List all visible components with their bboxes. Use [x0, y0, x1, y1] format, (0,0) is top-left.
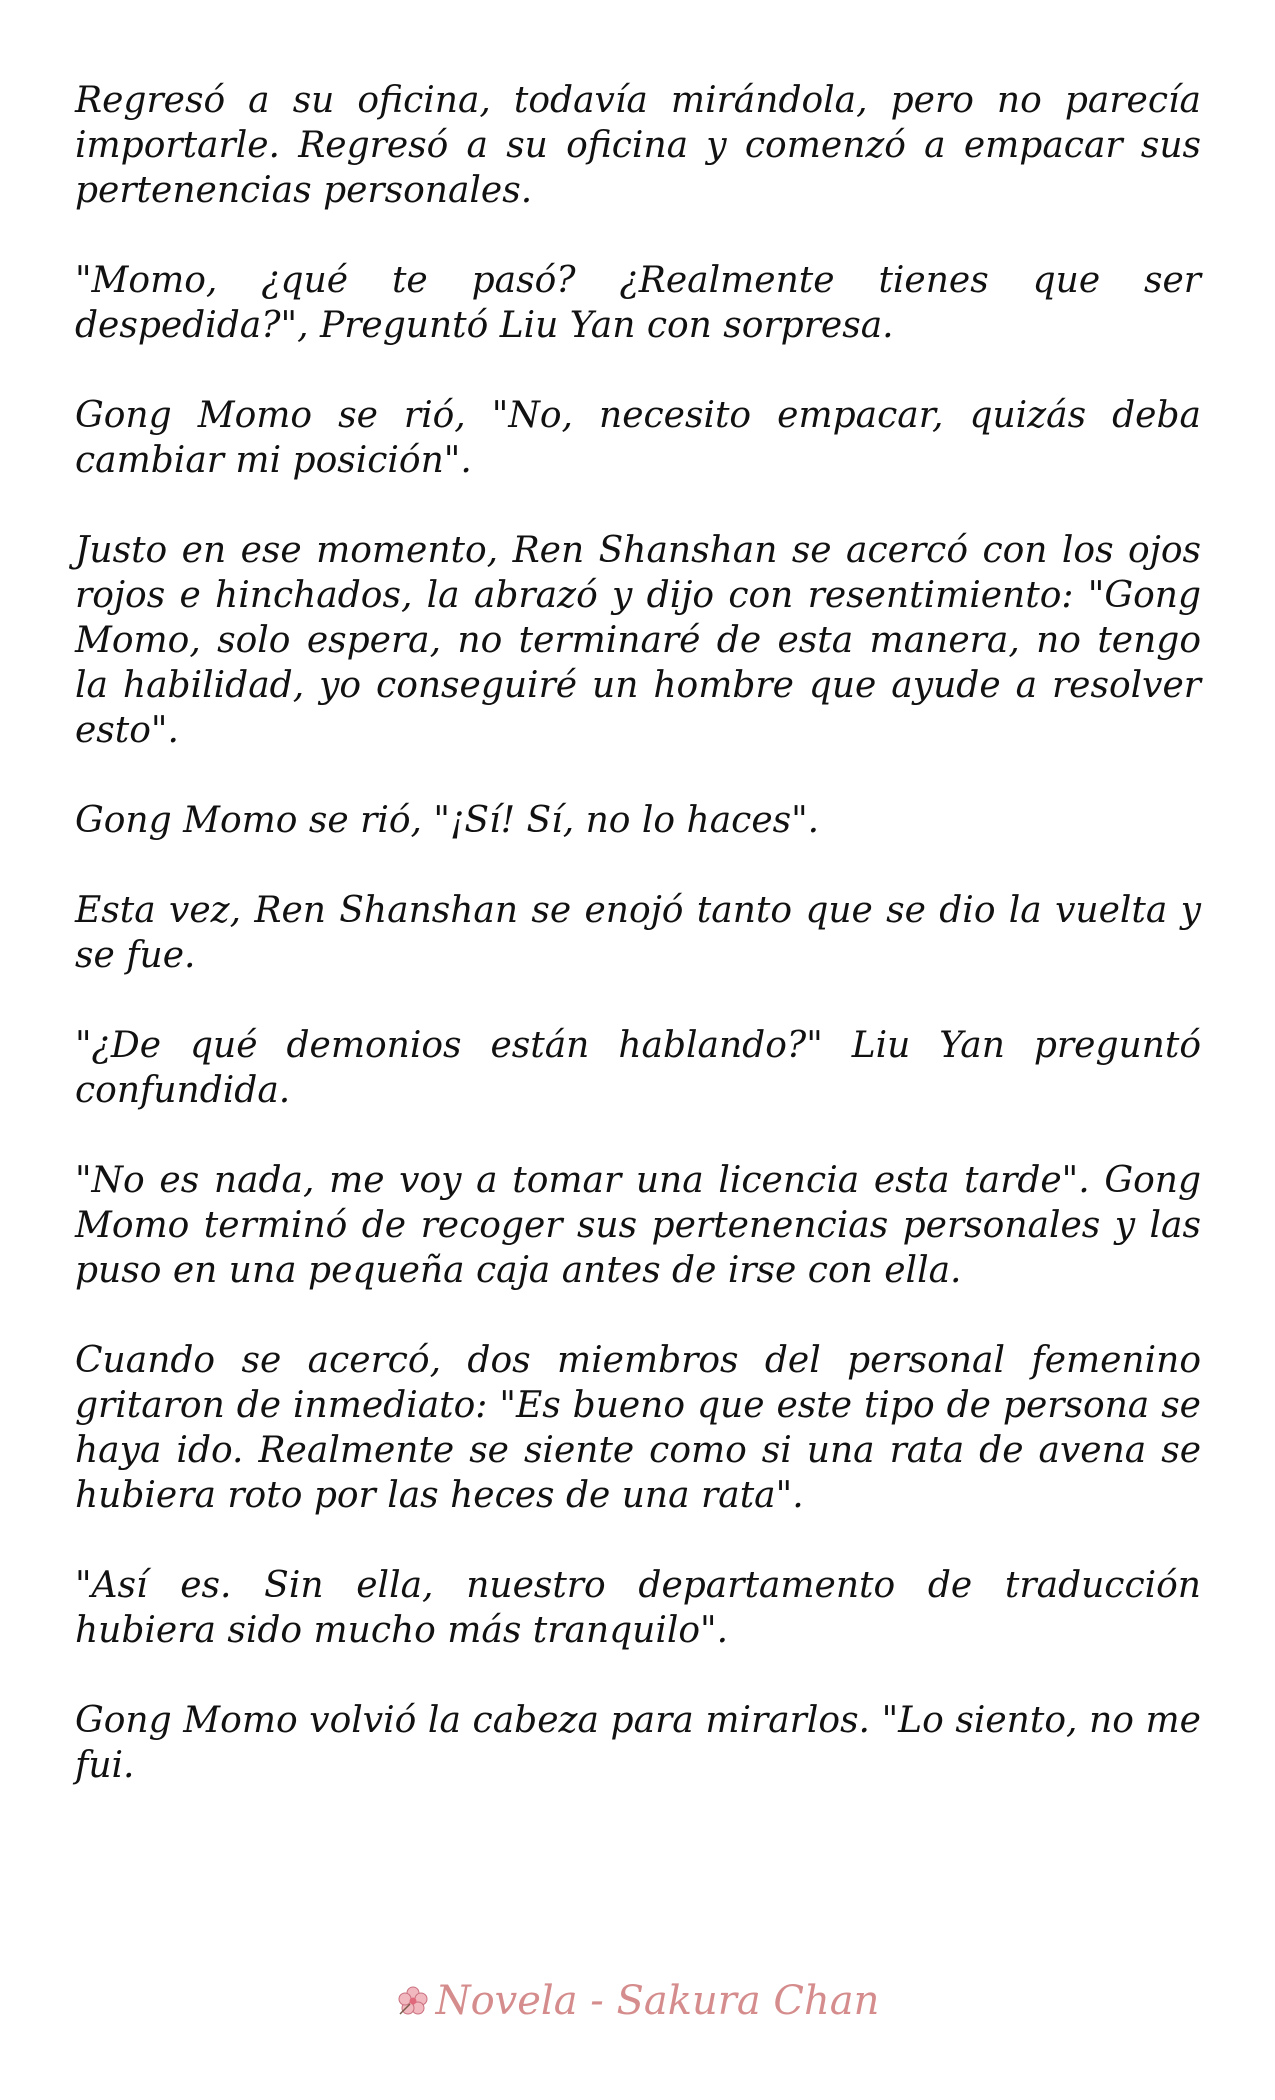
paragraph: Esta vez, Ren Shanshan se enojó tanto que se dio la vuelta y se fue. [75, 890, 1201, 976]
paragraph: "Momo, ¿qué te pasó? ¿Realmente tienes que ser despedida?", Preguntó Liu Yan con sorpresa. [75, 260, 1201, 346]
paragraph: "Así es. Sin ella, nuestro departamento de traducción hubiera sido mucho más tranquilo". [75, 1565, 1201, 1651]
paragraph: "¿De qué demonios están hablando?" Liu Yan preguntó confundida. [75, 1025, 1201, 1111]
paragraph: Cuando se acercó, dos miembros del personal femenino gritaron de inmediato: "Es bueno que este tipo de persona se haya ido. Realmente se siente como si una rata de avena se hubiera roto por las heces de una rata". [75, 1340, 1201, 1516]
paragraph: "No es nada, me voy a tomar una licencia esta tarde". Gong Momo terminó de recoger sus pertenencias personales y las puso en una pequeña caja antes de irse con ella. [75, 1160, 1201, 1291]
cherry-blossom-icon [396, 1982, 430, 2016]
document-body [75, 78, 1201, 1833]
footer-watermark [0, 1978, 1275, 2024]
paragraph: Regresó a su oficina, todavía mirándola, pero no parecía importarle. Regresó a su oficina y comenzó a empacar sus pertenencias personales. [75, 80, 1201, 211]
paragraph: Gong Momo se rió, "No, necesito empacar, quizás deba cambiar mi posición". [75, 395, 1201, 481]
paragraph: Justo en ese momento, Ren Shanshan se acercó con los ojos rojos e hinchados, la abrazó y dijo con resentimiento: "Gong Momo, solo espera, no terminaré de esta manera, no tengo la habilidad, yo conseguiré un hombre que ayude a resolver esto". [75, 530, 1201, 751]
footer-text: Novela - Sakura Chan [435, 1978, 880, 2024]
paragraph: Gong Momo volvió la cabeza para mirarlos. "Lo siento, no me fui. [75, 1700, 1201, 1786]
paragraph: Gong Momo se rió, "¡Sí! Sí, no lo haces". [75, 800, 820, 841]
